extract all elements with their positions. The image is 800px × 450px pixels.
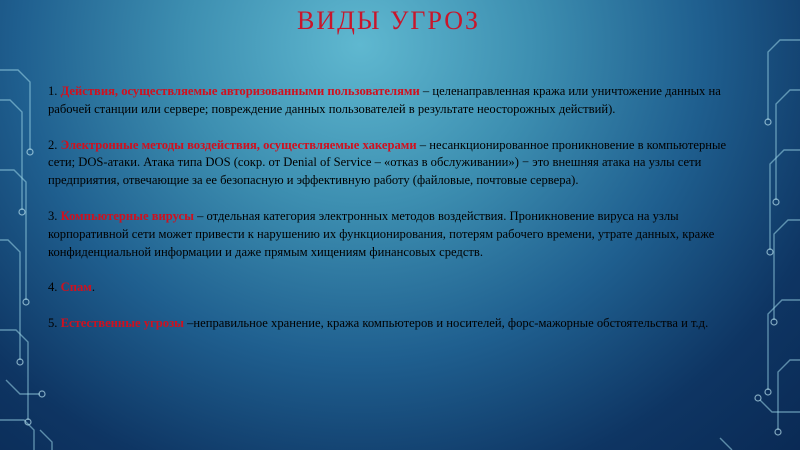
threat-description: –неправильное хранение, кража компьютеров и носителей, форс-мажорные обстоятельства и т.д.	[183, 316, 709, 331]
item-number: 1.	[48, 84, 61, 98]
threat-title: Естественные угрозы	[60, 316, 184, 331]
threat-item-2	[48, 137, 728, 190]
item-number: 4.	[48, 280, 61, 295]
threat-description: – целенаправленная кража или уничтожение данных на рабочей станции или сервере; повреждение данных пользователей в результате неосторожных действий).	[48, 84, 721, 116]
threat-list	[48, 83, 728, 351]
threat-title: Электронные методы воздействия, осуществляемые хакерами	[60, 137, 417, 152]
threat-description: – отдельная категория электронных методов воздействия. Проникновение вируса на узлы корпоративной сети может привести к нарушению их функционирования, потерям рабочего времени, утрате данных, краже конфиденциальной информации и даже прямым хищениям финансовых средств.	[48, 208, 715, 259]
item-number: 3.	[48, 208, 61, 223]
item-number: 2.	[48, 137, 61, 152]
item-number: 5.	[48, 316, 61, 331]
threat-item-5	[48, 315, 728, 333]
threat-item-1	[48, 83, 728, 119]
threat-title: Действия, осуществляемые авторизованными пользователями	[60, 84, 420, 98]
threat-description: – несанкционированное проникновение в компьютерные сети; DOS-атаки. Атака типа DOS (сокр. от Denial of Service – «отказ в обслуживании») − это внешняя атака на узлы сети предприятия, отвечающие за ее безопасную и эффективную работу (файловые, почтовые сервера).	[48, 137, 727, 188]
threat-title: Спам	[60, 280, 92, 295]
threat-description: .	[91, 280, 95, 295]
slide-title: ВИДЫ УГРОЗ	[297, 6, 481, 35]
threat-item-4	[48, 279, 728, 297]
threat-title: Компьютерные вирусы	[60, 208, 194, 223]
threat-item-3	[48, 208, 728, 261]
